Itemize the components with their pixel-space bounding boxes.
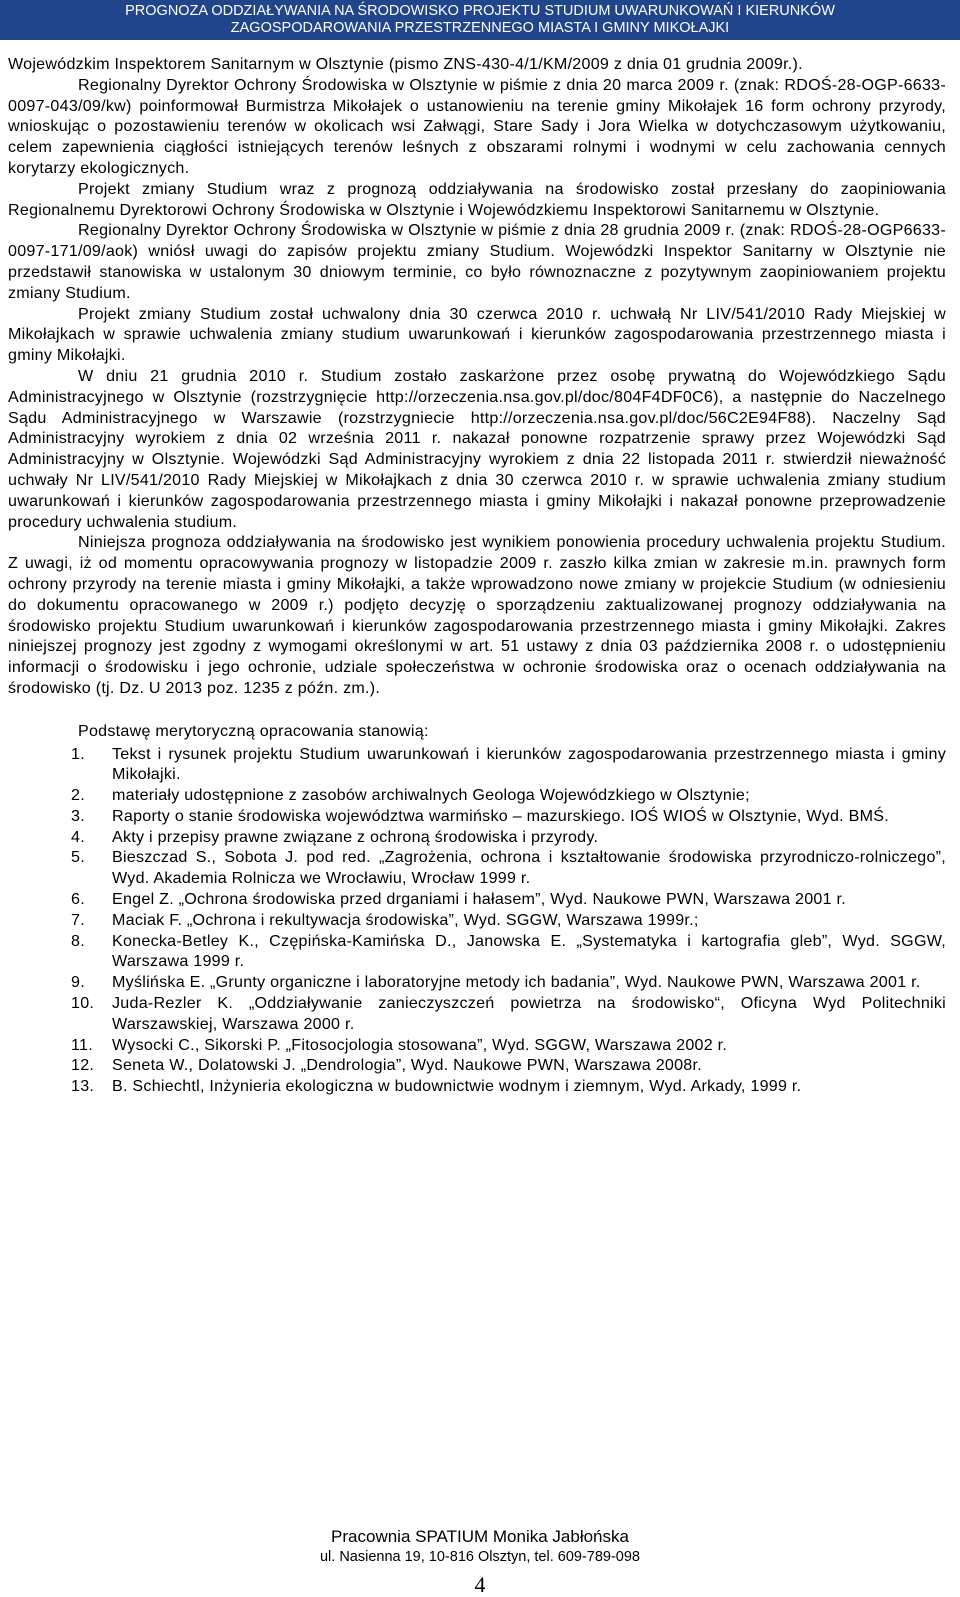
- reference-text: Akty i przepisy prawne związane z ochroną środowiska i przyrody.: [112, 827, 599, 846]
- header-title-line-2: ZAGOSPODAROWANIA PRZESTRZENNEGO MIASTA I GMINY MIKOŁAJKI: [230, 20, 730, 36]
- reference-number: 7.: [71, 910, 85, 929]
- reference-number: 9.: [71, 973, 85, 992]
- reference-item: [8, 744, 946, 786]
- body-text: [8, 54, 946, 699]
- reference-text: Myślińska E. „Grunty organiczne i laboratoryjne metody ich badania”, Wyd. Naukowe PWN, Warszawa 2001 r.: [112, 973, 921, 992]
- reference-item: [8, 1076, 946, 1097]
- reference-item: [8, 1055, 946, 1076]
- reference-text: Juda-Rezler K. „Oddziaływanie zanieczyszczeń powietrza na środowisko“, Oficyna Wyd Politechniki Warszawskiej, Warszawa 2000 r.: [112, 994, 946, 1033]
- reference-item: [8, 785, 946, 806]
- reference-number: 4.: [71, 827, 85, 846]
- reference-number: 5.: [71, 848, 85, 867]
- document-header: [0, 0, 960, 40]
- reference-number: 2.: [71, 786, 85, 805]
- paragraph: Wojewódzkim Inspektorem Sanitarnym w Olsztynie (pismo ZNS-430-4/1/KM/2009 z dnia 01 grudnia 2009r.).: [8, 55, 803, 73]
- footer-address: ul. Nasienna 19, 10-816 Olsztyn, tel. 609-789-098: [319, 1549, 640, 1565]
- reference-item: [8, 847, 946, 889]
- reference-item: [8, 806, 946, 827]
- reference-text: Seneta W., Dolatowski J. „Dendrologia”, Wyd. Naukowe PWN, Warszawa 2008r.: [112, 1056, 702, 1075]
- reference-text: B. Schiechtl, Inżynieria ekologiczna w budownictwie wodnym i ziemnym, Wyd. Arkady, 1999 r.: [112, 1077, 802, 1096]
- footer-company: Pracownia SPATIUM Monika Jabłońska: [331, 1527, 629, 1546]
- reference-text: Raporty o stanie środowiska województwa warmińsko – mazurskiego. IOŚ WIOŚ w Olsztynie, Wyd. BMŚ.: [112, 806, 889, 825]
- paragraph: Projekt zmiany Studium został uchwalony dnia 30 czerwca 2010 r. uchwałą Nr LIV/541/2010 Rady Miejskiej w Mikołajkach w sprawie uchwalenia zmiany studium uwarunkowań i kierunków zagospodarowania przestrzennego miasta i gminy Mikołajki.: [8, 304, 946, 365]
- reference-number: 3.: [71, 806, 85, 825]
- reference-number: 6.: [71, 890, 85, 909]
- paragraph: Regionalny Dyrektor Ochrony Środowiska w Olsztynie w piśmie z dnia 28 grudnia 2009 r. (znak: RDOŚ-28-OGP6633-0097-171/09/aok) wniósł uwagi do zapisów projektu zmiany Studium. Wojewódzki Inspektor Sanitarny w Olsztynie nie przedstawił stanowiska w ustalonym 30 dniowym terminie, co było równoznaczne z pozytywnym zaopiniowaniem projektu zmiany Studium.: [8, 221, 946, 302]
- reference-number: 1.: [71, 744, 85, 763]
- paragraph: Regionalny Dyrektor Ochrony Środowiska w Olsztynie w piśmie z dnia 20 marca 2009 r. (znak: RDOŚ-28-OGP-6633-0097-043/09/kw) poinformował Burmistrza Mikołajek o ustanowieniu na terenie gminy Mikołajek 16 form ochrony przyrody, wnioskując o pozostawieniu terenów w okolicach wsi Załwągi, Stare Sady i Jora Wielka w dotychczasowym użytkowaniu, celem zapewnienia ciągłości istniejących terenów leśnych z obszarami rolnymi i wodnymi w celu zachowania cennych korytarzy ekologicznych.: [8, 75, 946, 177]
- reference-item: [8, 910, 946, 931]
- reference-item: [8, 827, 946, 848]
- reference-item: [8, 972, 946, 993]
- reference-list: [8, 744, 946, 1098]
- reference-text: Wysocki C., Sikorski P. „Fitosocjologia stosowana”, Wyd. SGGW, Warszawa 2002 r.: [112, 1035, 728, 1054]
- reference-item: [8, 993, 946, 1035]
- reference-text: Konecka-Betley K., Czępińska-Kamińska D., Janowska E. „Systematyka i kartografia gleb”, Wyd. SGGW, Warszawa 1999 r.: [112, 931, 946, 971]
- reference-number: 13.: [71, 1077, 95, 1096]
- paragraph: Niniejsza prognoza oddziaływania na środowisko jest wynikiem ponowienia procedury uchwalenia projektu Studium. Z uwagi, iż od momentu opracowywania prognozy w listopadzie 2009 r. zaszło kilka zmian w zakresie m.in. prawnych form ochrony przyrody na terenie miasta i gminy Mikołajki, a także wprowadzono nowe zmiany w projekcie Studium (w odniesieniu do dokumentu opracowanego w 2009 r.) podjęto decyzję o sporządzeniu zaktualizowanej prognozy oddziaływania na środowisko projektu Studium uwarunkowań i kierunków zagospodarowania przestrzennego miasta i gminy Mikołajki. Zakres niniejszej prognozy jest zgodny z wymogami określonymi w art. 51 ustawy z dnia 03 października 2008 r. o udostępnieniu informacji o środowisku i jego ochronie, udziale społeczeństwa w ochronie środowiska oraz o ocenach oddziaływania na środowisko (tj. Dz. U 2013 poz. 1235 z późn. zm.).: [8, 533, 946, 697]
- header-title-line-1: PROGNOZA ODDZIAŁYWANIA NA ŚRODOWISKO PROJEKTU STUDIUM UWARUNKOWAŃ I KIERUNKÓW: [125, 3, 835, 19]
- paragraph: W dniu 21 grudnia 2010 r. Studium zostało zaskarżone przez osobę prywatną do Wojewódzkiego Sądu Administracyjnego w Olsztynie (rozstrzygnięcie http://orzeczenia.nsa.gov.pl/doc/804F4DF0C6), a następnie do Naczelnego Sądu Administracyjnego w Warszawie (rozstrzygniecie http://orzeczenia.nsa.gov.pl/doc/56C2E94F88). Naczelny Sąd Administracyjny wyrokiem z dnia 02 września 2011 r. nakazał ponowne rozpatrzenie sprawy przez Wojewódzki Sąd Administracyjny w Olsztynie. Wojewódzki Sąd Administracyjny wyrokiem z dnia 22 listopada 2011 r. stwierdził nieważność uchwały Nr LIV/541/2010 Rady Miejskiej w Mikołajkach z dnia 30 czerwca 2010 r. w sprawie uchwalenia zmiany studium uwarunkowań i kierunków zagospodarowania przestrzennego miasta i gminy Mikołajki i nakazał ponowne przeprowadzenie procedury uchwalenia studium.: [8, 366, 946, 531]
- reference-text: materiały udostępnione z zasobów archiwalnych Geologa Wojewódzkiego w Olsztynie;: [112, 786, 750, 805]
- reference-item: [8, 931, 946, 973]
- reference-text: Engel Z. „Ochrona środowiska przed drganiami i hałasem”, Wyd. Naukowe PWN, Warszawa 2001 r.: [112, 890, 846, 909]
- page-number: 4: [474, 1572, 486, 1597]
- reference-item: [8, 1035, 946, 1056]
- reference-text: Tekst i rysunek projektu Studium uwarunkowań i kierunków zagospodarowania przestrzennego miasta i gminy Mikołajki.: [112, 744, 946, 784]
- basis-heading: Podstawę merytoryczną opracowania stanowią:: [78, 721, 429, 740]
- paragraph: Projekt zmiany Studium wraz z prognozą oddziaływania na środowisko został przesłany do zaopiniowania Regionalnemu Dyrektorowi Ochrony Środowiska w Olsztynie i Wojewódzkiemu Inspektorowi Sanitarnemu w Olsztynie.: [8, 179, 946, 219]
- reference-text: Maciak F. „Ochrona i rekultywacja środowiska”, Wyd. SGGW, Warszawa 1999r.;: [112, 910, 699, 929]
- reference-item: [8, 889, 946, 910]
- page-content: [0, 54, 960, 1097]
- reference-text: Bieszczad S., Sobota J. pod red. „Zagrożenia, ochrona i kształtowanie środowiska przyrodniczo-rolniczego”, Wyd. Akademia Rolnicza we Wrocławiu, Wrocław 1999 r.: [112, 848, 946, 888]
- document-footer: [0, 1526, 960, 1597]
- reference-number: 8.: [71, 931, 85, 950]
- reference-number: 10.: [71, 994, 95, 1013]
- reference-number: 11.: [71, 1035, 93, 1054]
- reference-number: 12.: [71, 1056, 95, 1075]
